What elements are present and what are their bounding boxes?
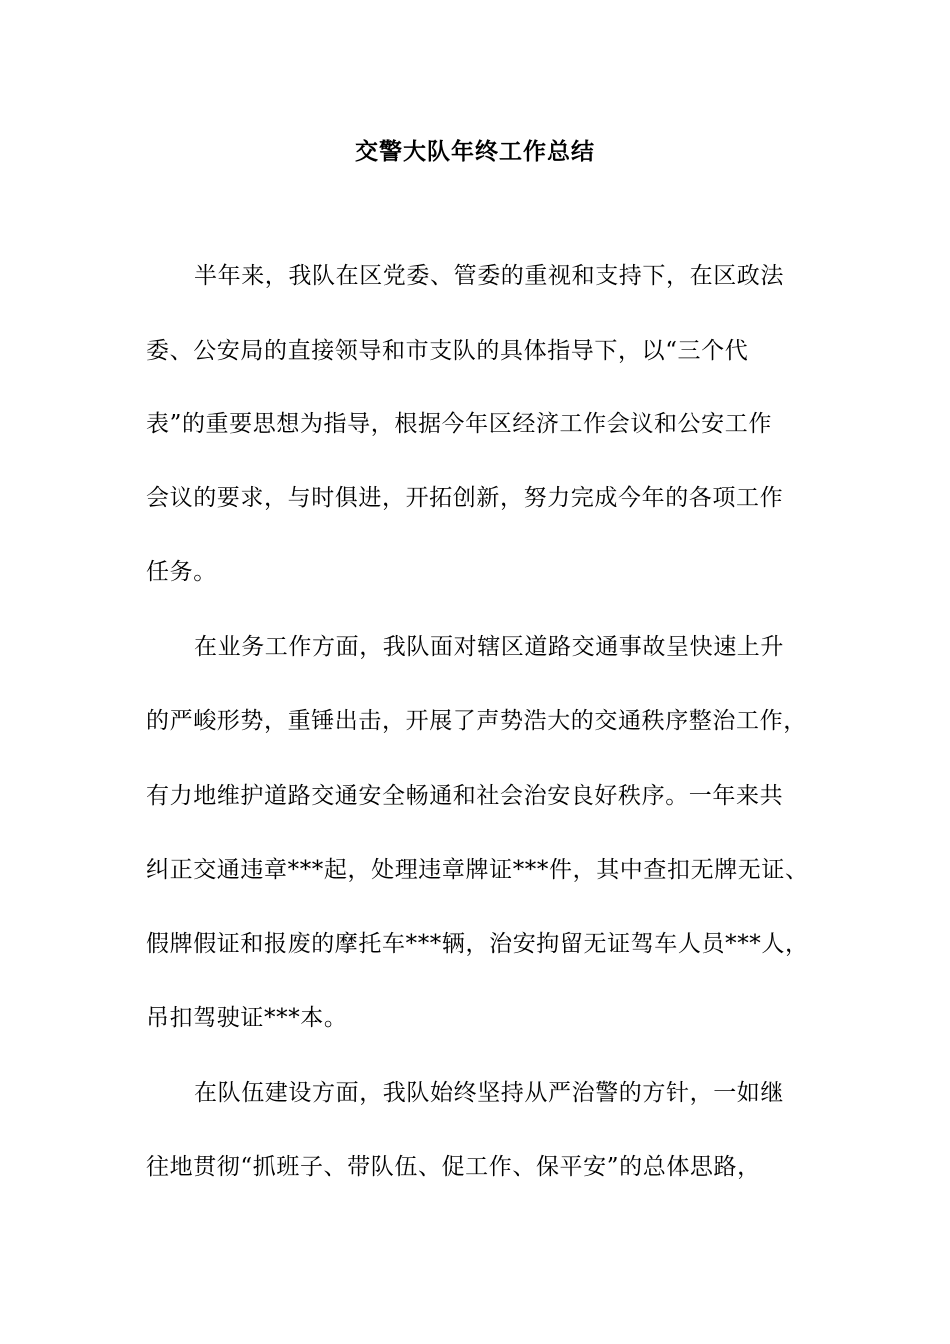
paragraph-2-line-3: 有力地维护道路交通安全畅通和社会治安良好秩序。一年来共 (146, 783, 784, 809)
paragraph-1-line-1: 半年来，我队在区党委、管委的重视和支持下，在区政法 (194, 263, 784, 289)
document-title: 交警大队年终工作总结 (355, 139, 595, 165)
paragraph-1-line-4: 会议的要求，与时俱进，开拓创新，努力完成今年的各项工作 (146, 485, 784, 511)
paragraph-2-line-4: 纠正交通违章***起，处理违章牌证***件，其中查扣无牌无证、 (146, 857, 809, 883)
paragraph-1-line-2: 委、公安局的直接领导和市支队的具体指导下，以“三个代 (146, 338, 749, 364)
paragraph-3-line-2: 往地贯彻“抓班子、带队伍、促工作、保平安”的总体思路， (146, 1154, 761, 1180)
paragraph-1-line-3: 表”的重要思想为指导，根据今年区经济工作会议和公安工作 (146, 411, 772, 437)
paragraph-1-line-5: 任务。 (146, 559, 217, 585)
paragraph-3-line-1: 在队伍建设方面，我队始终坚持从严治警的方针，一如继 (194, 1080, 784, 1106)
paragraph-2-line-1: 在业务工作方面，我队面对辖区道路交通事故呈快速上升 (194, 634, 784, 660)
paragraph-2-line-2: 的严峻形势，重锤出击，开展了声势浩大的交通秩序整治工作， (146, 708, 807, 734)
paragraph-2-line-5: 假牌假证和报废的摩托车***辆，治安拘留无证驾车人员***人， (146, 931, 809, 957)
paragraph-2-line-6: 吊扣驾驶证***本。 (146, 1005, 348, 1031)
